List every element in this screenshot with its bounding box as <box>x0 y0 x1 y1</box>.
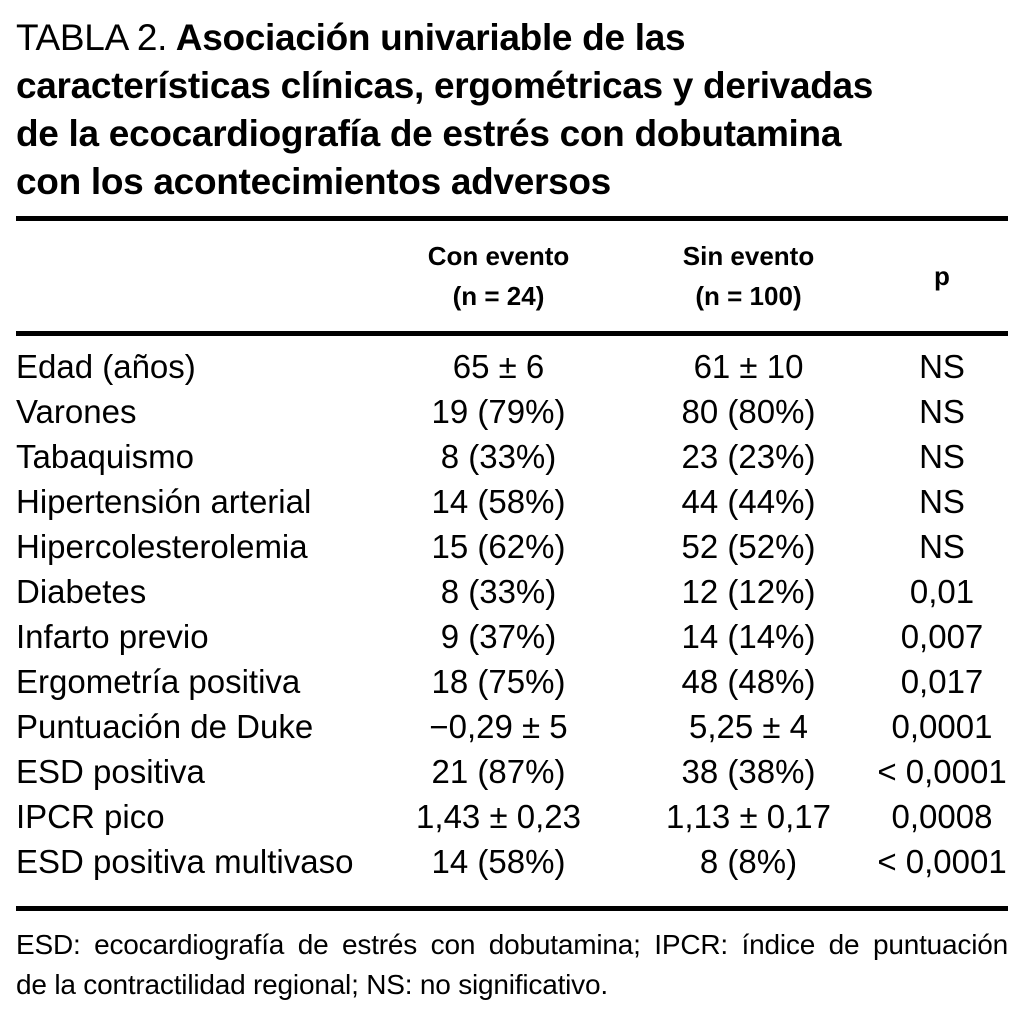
table-row <box>16 479 1008 524</box>
con-evento-value: 14 (58%) <box>431 483 566 520</box>
row-label: Tabaquismo <box>16 438 194 475</box>
table-row <box>16 659 1008 704</box>
row-label: Infarto previo <box>16 618 209 655</box>
con-evento-value: 8 (33%) <box>440 438 557 475</box>
con-evento-value: 18 (75%) <box>431 663 566 700</box>
table-row <box>16 749 1008 794</box>
table-number-label: TABLA 2. <box>16 17 168 58</box>
table-row <box>16 704 1008 749</box>
p-value: 0,01 <box>909 573 975 610</box>
table-header-row <box>16 221 1008 331</box>
sin-evento-value: 5,25 ± 4 <box>688 708 809 745</box>
header-con-evento-line1: Con evento <box>427 241 570 271</box>
con-evento-value: 19 (79%) <box>431 393 566 430</box>
table-row <box>16 839 1008 884</box>
con-evento-value: 1,43 ± 0,23 <box>416 798 581 835</box>
header-sin-evento <box>621 236 876 316</box>
p-value: 0,0008 <box>891 798 993 835</box>
table-row <box>16 794 1008 839</box>
row-label: ESD positiva <box>16 753 205 790</box>
row-label: Hipercolesterolemia <box>16 528 308 565</box>
row-label: ESD positiva multivaso <box>16 843 354 880</box>
table-row <box>16 569 1008 614</box>
sin-evento-value: 8 (8%) <box>699 843 798 880</box>
header-sin-evento-line2: (n = 100) <box>695 281 802 311</box>
table-row <box>16 344 1008 389</box>
table-title <box>16 14 1008 206</box>
p-value: < 0,0001 <box>877 753 1007 790</box>
header-con-evento-line2: (n = 24) <box>452 281 545 311</box>
row-label: Edad (años) <box>16 348 196 385</box>
sin-evento-value: 38 (38%) <box>681 753 816 790</box>
con-evento-value: 15 (62%) <box>431 528 566 565</box>
table-title-line: con los acontecimientos adversos <box>16 161 611 202</box>
p-value: < 0,0001 <box>877 843 1007 880</box>
con-evento-value: 21 (87%) <box>431 753 566 790</box>
sin-evento-value: 12 (12%) <box>681 573 816 610</box>
table-footnote <box>16 925 1008 1005</box>
table-row <box>16 614 1008 659</box>
con-evento-value: 8 (33%) <box>440 573 557 610</box>
table-row <box>16 524 1008 569</box>
sin-evento-value: 23 (23%) <box>681 438 816 475</box>
sin-evento-value: 52 (52%) <box>681 528 816 565</box>
header-p-value: p <box>934 261 950 291</box>
header-sin-evento-line1: Sin evento <box>682 241 815 271</box>
table-title-line: características clínicas, ergométricas y derivadas <box>16 65 874 106</box>
table-body <box>16 336 1008 906</box>
footnote-line: de la contractilidad regional; NS: no significativo. <box>16 969 608 1000</box>
footnote-line: ESD: ecocardiografía de estrés con dobutamina; IPCR: índice de puntuación <box>16 929 1008 960</box>
con-evento-value: 9 (37%) <box>440 618 557 655</box>
con-evento-value: 65 ± 6 <box>452 348 545 385</box>
sin-evento-value: 61 ± 10 <box>693 348 804 385</box>
p-value: NS <box>919 528 965 565</box>
table-title-line <box>16 14 1008 62</box>
con-evento-value: 14 (58%) <box>431 843 566 880</box>
footer-rule <box>16 906 1008 911</box>
table-row <box>16 434 1008 479</box>
row-label: Varones <box>16 393 137 430</box>
sin-evento-value: 14 (14%) <box>681 618 816 655</box>
p-value: 0,007 <box>900 618 984 655</box>
row-label: Ergometría positiva <box>16 663 301 700</box>
sin-evento-value: 1,13 ± 0,17 <box>666 798 831 835</box>
row-label: Diabetes <box>16 573 147 610</box>
row-label: Puntuación de Duke <box>16 708 314 745</box>
row-label: IPCR pico <box>16 798 165 835</box>
sin-evento-value: 80 (80%) <box>681 393 816 430</box>
table-title-text: Asociación univariable de las <box>175 17 686 58</box>
header-con-evento <box>376 236 621 316</box>
p-value: 0,0001 <box>891 708 993 745</box>
row-label: Hipertensión arterial <box>16 483 312 520</box>
p-value: NS <box>919 393 965 430</box>
p-value: NS <box>919 438 965 475</box>
con-evento-value: −0,29 ± 5 <box>429 708 568 745</box>
p-value: NS <box>919 483 965 520</box>
sin-evento-value: 44 (44%) <box>681 483 816 520</box>
p-value: 0,017 <box>900 663 984 700</box>
sin-evento-value: 48 (48%) <box>681 663 816 700</box>
table-title-line: de la ecocardiografía de estrés con dobutamina <box>16 113 842 154</box>
table-row <box>16 389 1008 434</box>
p-value: NS <box>919 348 965 385</box>
